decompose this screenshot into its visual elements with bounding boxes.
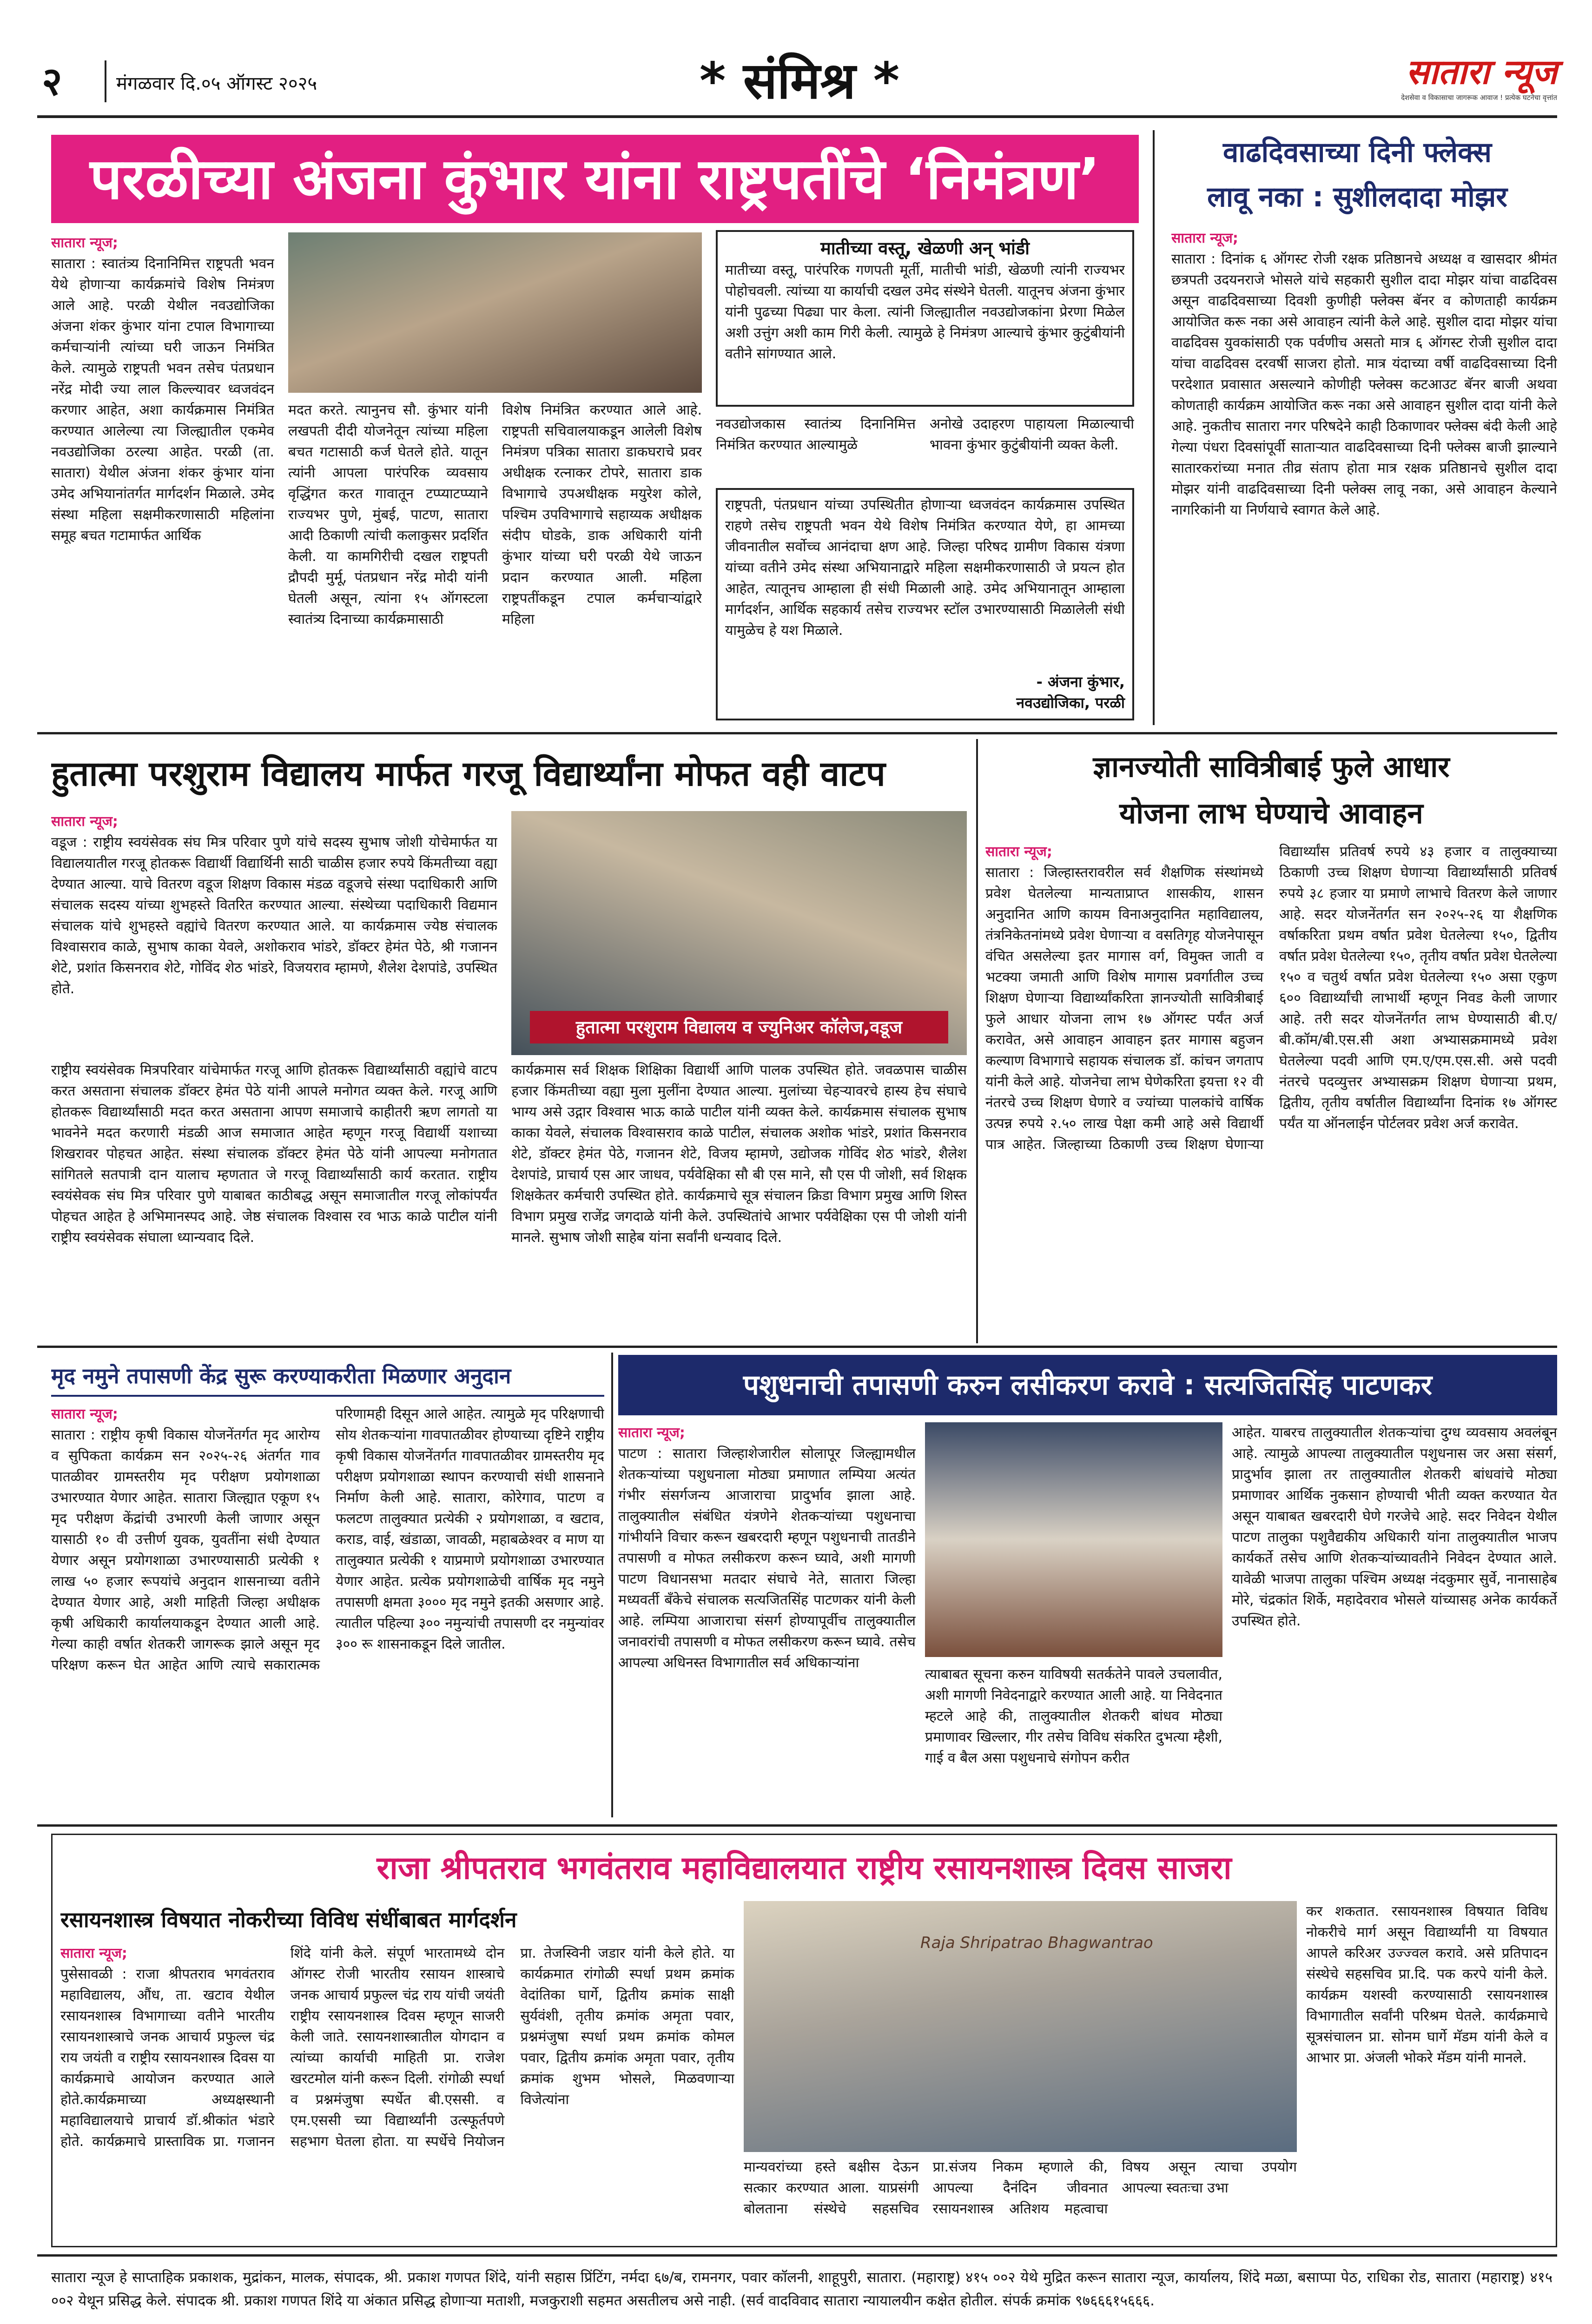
- story6-col3: आहेत. याबरच तालुक्यातील शेतकऱ्यांचा दुग्ध व्यवसाय अवलंबून आहे. त्यामुळे आपल्या तालुक्यातील पशुधनास जर असा संसर्ग, प्रादुर्भाव झाला तर तालुक्यातील शेतकरी बांधवांचे मोठ्या प्रमाणावर आर्थिक नुकसान होण्याची भीती व्यक्त करण्यात येत असून याबाबत खबरदारी घेणे गरजेचे आहे. सदर निवेदन येथील पाटण तालुका पशुवैद्यकीय अधिकारी यांना तालुक्यातील भाजप कार्यकर्ते तसेच आणि शेतकऱ्यांच्यावतीने निवेदन देण्यात आले. यावेळी भाजपा तालुका पश्चिम अध्यक्ष नंदकुमार सुर्वे, नानासाहेब मोरे, चंद्रकांत शिर्के, महादेवराव भोसले यांच्यासह अनेक कार्यकर्ते उपस्थित होते.: [1232, 1425, 1557, 1629]
- story1-col1-text: सातारा : स्वातंत्र्य दिनानिमित्त राष्ट्रपती भवन येथे होणाऱ्या कार्यक्रमांचे विशेष निमंत्रण आले आहे. परळी येथील नवउद्योजिका अंजना शंकर कुंभार यांना टपाल विभागाच्या कर्मचाऱ्यांनी त्यांच्या घरी जाऊन निमंत्रित केले. त्यामुळे राष्ट्रपती भवन तसेच पंतप्रधान नरेंद्र मोदी ज्या लाल किल्ल्यावर ध्वजवंदन करणार आहेत, अशा कार्यक्रमास निमंत्रित करण्यात आलेल्या त्या जिल्ह्यातील एकमेव नवउद्योजिका ठरल्या आहेत. परळी (ता. सातारा) येथील अंजना शंकर कुंभार यांना उमेद अभियानांतर्गत मार्गदर्शन मिळाले. उमेद संस्था महिला सक्षमीकरणासाठी महिलांना समूह बचत गटामार्फत आर्थिक: [51, 256, 274, 544]
- story1-quote-text: राष्ट्रपती, पंतप्रधान यांच्या उपस्थितीत होणाऱ्या ध्वजवंदन कार्यक्रमास उपस्थित राहणे तसेच राष्ट्रपती भवन येथे विशेष निमंत्रित करण्यात येणे, हा आमच्या जीवनातील सर्वोच्च आनंदाचा क्षण आहे. जिल्हा परिषद ग्रामीण विकास यंत्रणा यांच्या वतीने उमेद संस्था अभियानाद्वारे महिला सक्षमीकरणासाठी जे प्रयत्न होत आहेत, त्यातूनच आम्हाला ही संधी मिळाली आहे. उमेद अभियानातून आम्हाला मार्गदर्शन, आर्थिक सहकार्य तसेच राज्यभर स्टॉल उभारण्यासाठी मिळालेली संधी यामुळेच हे यश मिळाले.: [725, 497, 1125, 639]
- story3-right-text: कार्यक्रमास सर्व शिक्षक शिक्षिका विद्यार्थी आणि पालक उपस्थित होते. जवळपास चाळीस हजार किंमतीच्या वह्या मुला मुलींना देण्यात आल्या. मुलांच्या चेहऱ्यावरचे हास्य हेच संघाचे भाग्य असे उद्गार विश्वास भाऊ काळे पाटील यांनी व्यक्त केले. कार्यक्रमास संचालक सुभाष काका येवले, संचालक विश्वासराव काळे पाटील, संचालक अशोक भांडरे, प्रशांत किसनराव शेटे, डॉक्टर हेमंत पेठे, गजानन शेटे, विजय म्हामणे, उद्योजक गोविंद शेठ भांडरे, शैलेश देशपांडे, प्राचार्य एस आर जाधव, पर्यवेक्षिका सौ बी एस माने, सौ एस पी जोशी, सर्व शिक्षक शिक्षकेतर कर्मचारी उपस्थित होते. कार्यक्रमाचे सूत्र संचालन क्रिडा विभाग प्रमुख आणि शिस्त विभाग प्रमुख राजेंद्र जगदाळे यांनी केले. उपस्थितांचे आभार पर्यवेक्षिका एस पी जोशी यांनी मानले. सुभाष जोशी साहेब यांना सर्वांनी धन्यवाद दिले.: [511, 1062, 967, 1246]
- story3-left-text: राष्ट्रीय स्वयंसेवक मित्रपरिवार यांचेमार्फत गरजू आणि होतकरू विद्यार्थ्यांसाठी वह्यांचे वाटप करत असताना संचालक डॉक्टर हेमंत पेठे यांनी आपले मनोगत व्यक्त केले. गरजू आणि होतकरू विद्यार्थ्यांसाठी मदत करत असताना आपण समाजाचे काहीतरी ऋण लागतो या भावनेने मदत करणारी मंडळी आज समाजात आहेत म्हणून गरजू विद्यार्थी यशाच्या शिखरावर पोहचत आहेत. संस्था संचालक डॉक्टर हेमंत पेठे यांनी आपल्या मनोगतात सांगितले सतपात्री दान यालाच म्हणतात जे गरजू विद्यार्थ्यांसाठी कार्य करतात. राष्ट्रीय स्वयंसेवक संघ मित्र परिवार पुणे याबाबत काठीबद्ध असून समाजातील गरजू लोकांपर्यंत पोहचत आहेत हे अभिमानस्पद आहे. जेष्ठ संचालक विश्वास रव भाऊ काळे पाटील यांनी राष्ट्रीय स्वयंसेवक संघाला ध्यान्यवाद दिले.: [51, 1062, 497, 1246]
- rule-after-row2: [37, 1346, 1557, 1348]
- story1-quote-box: [716, 488, 1134, 720]
- rule-after-row1: [37, 732, 1557, 734]
- story4-headline-line2: योजना लाभ घेण्याचे आवाहन: [1119, 796, 1423, 830]
- story1-col1: [51, 232, 274, 720]
- story6-dateline: सातारा न्यूज;: [618, 1425, 685, 1441]
- story3-photo-banner: हुतात्मा परशुराम विद्यालय व ज्युनिअर कॉलेज,वडूज: [530, 1011, 948, 1043]
- story1-quote-author-role: नवउद्योजिका, परळी: [1016, 694, 1125, 712]
- story7-left-text: पुसेसावळी : राजा श्रीपतराव भगवंतराव महाविद्यालय, औंध, ता. खटाव येथील रसायनशास्त्र विभागाच्या वतीने भारतीय रसायनशास्त्राचे जनक आचार्य प्रफुल्ल चंद्र राय जयंती व राष्ट्रीय रसायनशास्त्र दिवस या कार्यक्रमाचे आयोजन करण्यात आले होते.कार्यक्रमाच्या अध्यक्षस्थानी महाविद्यालयाचे प्राचार्य डॉ.श्रीकांत भंडारे होते. कार्यक्रमाचे प्रास्ताविक प्रा. गजानन शिंदे यांनी केले. संपूर्ण भारतामध्ये दोन ऑगस्ट रोजी भारतीय रसायन शास्त्राचे जनक आचार्य प्रफुल्ल चंद्र राय यांची जयंती राष्ट्रीय रसायनशास्त्र दिवस म्हणून साजरी केली जाते. रसायनशास्त्रातील योगदान व त्यांच्या कार्याची माहिती प्रा. राजेश खरटमोल यांनी करून दिली. रांगोळी स्पर्धा व प्रश्नमंजुषा स्पर्धेत बी.एससी. व एम.एससी च्या विद्यार्थ्यांनी उत्स्फूर्तपणे सहभाग घेतला होता. या स्पर्धेचे नियोजन प्रा. तेजस्विनी जडार यांनी केले होते. या कार्यक्रमात रांगोळी स्पर्धा प्रथम क्रमांक वेदांतिका घार्गे, द्वितीय क्रमांक साक्षी सुर्यवंशी, तृतीय क्रमांक अमृता पवार, प्रश्नमंजुषा स्पर्धा प्रथम क्रमांक कोमल पवार, द्वितीय क्रमांक अमृता पवार, तृतीय क्रमांक शुभम भोसले, मिळवणाऱ्या विजेत्यांना: [60, 1945, 734, 2150]
- footer-rule: [37, 2254, 1557, 2257]
- issue-date: मंगळवार दि.०५ ऑगस्ट २०२५: [116, 73, 317, 94]
- story2-headline-line1: वाढदिवसाच्या दिनी फ्लेक्स: [1222, 136, 1492, 169]
- story3-divider: [976, 739, 978, 1343]
- story6-headline: पशुधनाची तपासणी करुन लसीकरण करावे : सत्यजितसिंह पाटणकर: [618, 1355, 1557, 1415]
- story3-dateline: सातारा न्यूज;: [51, 813, 118, 830]
- story4-body: [985, 841, 1557, 1339]
- story1-box-title: मातीच्या वस्तू, खेळणी अन्‌ भांडी: [820, 238, 1030, 258]
- story5-body: [51, 1404, 604, 1817]
- story1-box-continued-1: नवउद्योजकास स्वातंत्र्य दिनानिमित्त निमंत्रित करण्यात आल्यामुळे: [716, 416, 916, 453]
- page-number: २: [42, 59, 62, 104]
- story6-col1-text: पाटण : सातारा जिल्हाशेजारील सोलापूर जिल्ह्यामधील शेतकऱ्यांच्या पशुधनाला मोठ्या प्रमाणात लम्पिया अत्यंत गंभीर संसर्गजन्य आजाराचा प्रादुर्भाव झाला आहे. तालुक्यातील संबंधित यंत्रणेने शेतकऱ्यांच्या पशुधनाचा गांभीर्याने विचार करून खबरदारी म्हणून पशुधनाची तातडीने तपासणी व मोफत लसीकरण करून घ्यावे, अशी मागणी पाटण विधानसभा मतदार संघाचे नेते, सातारा जिल्हा मध्यवर्ती बँकेचे संचालक सत्यजितसिंह पाटणकर यांनी केली आहे. लम्पिया आजाराचा संसर्ग होण्यापूर्वीच तालुक्यातील जनावरांची तपासणी व मोफत लसीकरण करून घ्यावे. तसेच आपल्या अधिनस्त विभागातील सर्व अधिकाऱ्यांना: [618, 1446, 916, 1671]
- story4-dateline: सातारा न्यूज;: [985, 844, 1052, 860]
- story3-lead: [51, 811, 497, 1048]
- story1-sidebar-box: [716, 230, 1134, 407]
- story1-quote-author: - अंजना कुंभार,: [1036, 673, 1125, 691]
- story7-right: कर शकतात. रसायनशास्त्र विषयात विविध नोकरीचे मार्ग असून विद्यार्थ्यांनी या विषयात आपले करिअर उज्ज्वल करावे. असे प्रतिपादन संस्थेचे सहसचिव प्रा.दि. पक करपे यांनी केले. कार्यक्रम यशस्वी करण्यासाठी रसायनशास्त्र विभागातील सर्वांनी परिश्रम घेतले. कार्यक्रमाचे सूत्रसंचालन प्रा. सोनम घार्गे मॅडम यांनी केले व आभार प्रा. अंजली भोकरे मॅडम यांनी मानले.: [1306, 1903, 1548, 2066]
- story4-headline-line1: ज्ञानज्योती सावित्रीबाई फुले आधार: [1093, 750, 1450, 784]
- rule-after-row3: [37, 1824, 1557, 1827]
- story1-box-text: मातीच्या वस्तू, पारंपरिक गणपती मूर्ती, मातीची भांडी, खेळणी त्यांनी राज्यभर पोहोचवली. त्यांच्या या कार्याची दखल उमेद संस्थेने घेतली. यातूनच अंजना कुंभार यांनी पुढच्या पिढ्या पार केला. त्यांनी जिल्ह्यातील नवउद्योजकांना प्रेरणा मिळेल अशी उत्तुंग अशी काम गिरी केली. त्यामुळे हे निमंत्रण आल्याचे कुंभार कुटुंबीयांनी वतीने सांगण्यात आले.: [725, 262, 1125, 362]
- story1-headline: परळीच्या अंजना कुंभार यांना राष्ट्रपतींचे ‘निमंत्रण’: [51, 135, 1139, 223]
- story2-headline: [1162, 130, 1552, 223]
- story2-text: सातारा : दिनांक ६ ऑगस्ट रोजी रक्षक प्रतिष्ठानचे अध्यक्ष व खासदार श्रीमंत छत्रपती उदयनराजे भोसले यांचे सहकारी सुशील दादा मोझर यांचा वाढदिवस असून वाढदिवसाच्या दिवशी कुणीही फ्लेक्स बॅनर व कोणताही कार्यक्रम आयोजित करू नका असे आवाहन त्यांनी केले आहे. सुशील दादा मोझर यांचा वाढदिवस युवकांसाठी एक पर्वणीच असतो मात्र ६ ऑगस्ट रोजी सुशील दादा यांचा वाढदिवस दरवर्षी साजरा होतो. मात्र यंदाच्या वर्षी वाढदिवसाच्या दिनी परदेशात प्रवासात असल्याने कोणीही फ्लेक्स कटआउट बॅनर बाजी अथवा कोणताही कार्यक्रम आयोजित करू नका असे आवाहन सुशील दादा यांनी केले आहे. नुकतीच सातारा नगर परिषदेने काही ठिकाणावर फ्लेक्स बंदी केली आहे गेल्या पंधरा दिवसांपूर्वी सातार्‍यात वाढदिवसाच्या दिनी फ्लेक्स बाजी झाल्याने सातारकरांच्या मनात तीव्र संताप होता मात्र रक्षक प्रतिष्ठानचे सुशील दादा मोझर यांनी वाढदिवसाच्या दिनी फ्लेक्स लावू नका, असे आवाहन केल्याने नागरिकांनी या निर्णयाचे स्वागत केले आहे.: [1171, 251, 1557, 518]
- masthead-divider-vertical: [105, 60, 106, 102]
- story1-photo: [288, 232, 702, 393]
- story3-lead-text: वडूज : राष्ट्रीय स्वयंसेवक संघ मित्र परिवार पुणे यांचे सदस्य सुभाष जोशी योचेमार्फत या विद्यालयातील गरजू होतकरू विद्यार्थी विद्यार्थिनी साठी चाळीस हजार रुपये किंमतीच्या वह्या देण्यात आल्या. याचे वितरण वडूज शिक्षण विकास मंडळ वडूजचे संस्था पदाधिकारी आणि संचालक सदस्य यांच्या शुभहस्ते वितरित करण्यात आल्या. संस्थेच्या पदाधिकारी विद्यमान संचालक यांचे शुभहस्ते वह्यांचे वितरण करण्यात आले. या कार्यक्रमास ज्येष्ठ संचालक विश्वासराव काळे, सुभाष काका येवले, अशोकराव भांडरे, डॉक्टर हेमंत पेठे, श्री गजानन शेटे, प्रशांत किसनराव शेटे, गोविंद शेठ भांडरे, विजयराव म्हामणे, शैलेश देशपांडे, उपस्थित होते.: [51, 834, 497, 997]
- story1-dateline: सातारा न्यूज;: [51, 235, 118, 251]
- brand-logo: [1339, 51, 1557, 112]
- footer-imprint-marathi: सातारा न्यूज हे साप्ताहिक प्रकाशक, मुद्रांकन, मालक, संपादक, श्री. प्रकाश गणपत शिंदे, यांनी सहास प्रिंटिंग, नर्मदा ६७/ब, रामनगर, पवार कॉलनी, शाहूपुरी, सातारा. (महाराष्ट्र) ४१५ ००२ येथे मुद्रित करून सातारा न्यूज, कार्यालय, शिंदे मळा, बसाप्पा पेठ, राधिका रोड, सातारा (महाराष्ट्र) ४१५ ००२ येथून प्रसिद्ध केले. संपादक श्री. प्रकाश गणपत शिंदे या अंकात प्रसिद्ध होणाऱ्या मताशी, मजकुराशी सहमत असतीलच असे नाही. (सर्व वादविवाद सातारा न्यायालयीन कक्षेत होतील. संपर्क क्रमांक ९७६६६१५६६६.: [51, 2266, 1552, 2324]
- story5-divider: [611, 1353, 613, 1817]
- story5-dateline: सातारा न्यूज;: [51, 1406, 118, 1422]
- story2-dateline: सातारा न्यूज;: [1171, 230, 1238, 246]
- story2-headline-line2: लावू नका : सुशीलदादा मोझर: [1207, 181, 1507, 213]
- story5-text: सातारा : राष्ट्रीय कृषी विकास योजनेंतर्गत मृद आरोग्य व सुपिकता कार्यक्रम सन २०२५-२६ अंतर्गत गाव पातळीवर ग्रामस्तरीय मृद परीक्षण प्रयोगशाळा उभारण्यात येणार आहेत. सातारा जिल्ह्यात एकूण १५ मृद परीक्षण केंद्रांची उभारणी केली जाणार असून यासाठी १० वी उत्तीर्ण युवक, युवतींना संधी देण्यात येणार असून प्रयोगशाळा उभारण्यासाठी प्रत्येकी १ लाख ५० हजार रूपयांचे अनुदान शासनाच्या वतीने देण्यात येणार आहे, अशी माहिती जिल्हा अधीक्षक कृषी अधिकारी कार्यालयाकडून देण्यात आली आहे. गेल्या काही वर्षात शेतकरी जागरूक झाले असून मृद परिक्षण करून घेत आहेत आणि त्याचे सकारात्मक परिणामही दिसून आले आहेत. त्यामुळे मृद परिक्षणाची सोय शेतकऱ्यांना गावपातळीवर होण्याच्या दृष्टिने राष्ट्रीय कृषी विकास योजनेंतर्गत गावपातळीवर ग्रामस्तरीय मृद परीक्षण प्रयोगशाळा स्थापन करण्याची संधी शासनाने निर्माण केली आहे. सातारा, कोरेगाव, पाटण व फलटण तालुक्यात प्रत्येकी २ प्रयोगशाळा, व खटाव, कराड, वाई, खंडाळा, जावळी, महाबळेश्वर व माण या तालुक्यात प्रत्येकी १ याप्रमाणे प्रयोगशाळा उभारण्यात येणार आहेत. प्रत्येक प्रयोगशाळेची वार्षिक मृद नमुने तपासणी क्षमता ३००० मृद नमुने इतकी असणार आहे. त्यातील पहिल्या ३०० नमुन्यांची तपासणी दर नमुन्यांवर ३०० रू शासनाकडून दिले जातील.: [51, 1406, 604, 1673]
- story7-photo-banner: Raja Shripatrao Bhagwantrao: [920, 1934, 1153, 1952]
- section-title: * संमिश्र *: [699, 52, 900, 110]
- story4-text: सातारा : जिल्हास्तरावरील सर्व शैक्षणिक संस्थांमध्ये प्रवेश घेतलेल्या मान्यताप्राप्त शासकीय, शासन अनुदानित आणि कायम विनाअनुदानित महाविद्यालय, तंत्रनिकेतनांमध्ये प्रवेश घेणाऱ्या व वसतिगृह योजनेपासून वंचित असलेल्या इतर मागास वर्ग, विमुक्त जाती व भटक्या जमाती आणि विशेष मागास प्रवर्गातील उच्च शिक्षण घेणाऱ्या विद्यार्थ्यांकरिता ज्ञानज्योती सावित्रीबाई फुले आधार योजना लाभ १७ ऑगस्ट पर्यंत अर्ज करावेत, असे आवाहन आवाहन इतर मागास बहुजन कल्याण विभागाचे सहायक संचालक डॉ. कांचन जगताप यांनी केले आहे. योजनेचा लाभ घेणेकरिता इयत्ता १२ वी नंतरचे उच्च शिक्षण घेणारे व ज्यांच्या पालकांचे वार्षिक उत्पन्न रुपये २.५० लाख पेक्षा कमी आहे असे विद्यार्थी पात्र आहेत. जिल्हाच्या ठिकाणी उच्च शिक्षण घेणाऱ्या विद्यार्थ्यांस प्रतिवर्ष रुपये ४३ हजार व तालुक्याच्या ठिकाणी उच्च शिक्षण घेणाऱ्या विद्यार्थ्यांसाठी प्रतिवर्ष रुपये ३८ हजार या प्रमाणे लाभाचे वितरण केले जाणार आहे. सदर योजनेंतर्गत सन २०२५-२६ या शैक्षणिक वर्षाकरिता प्रथम वर्षात प्रवेश घेतलेल्या १५०, द्वितीय वर्षात प्रवेश घेतलेल्या १५०, तृतीय वर्षात प्रवेश घेतलेल्या १५० व चतुर्थ वर्षात प्रवेश घेतलेल्या १५० असा एकुण ६०० विद्यार्थ्यांची लाभार्थी म्हणून निवड केली जाणार आहे. तरी सदर योजनेंतर्गत लाभ घेण्यासाठी बी.ए/बी.कॉम/बी.एस.सी अशा अभ्यासक्रमामध्ये प्रवेश घेतलेल्या पदवी आणि एम.ए/एम.एस.सी. असे पदवी नंतरचे पदव्युत्तर अभ्यासक्रम शिक्षण घेणाऱ्या प्रथम, द्वितीय, तृतीय वर्षातील विद्यार्थ्यांना दिनांक १७ ऑगस्ट पर्यंत या ऑनलाईन पोर्टलवर प्रवेश अर्ज करावेत.: [985, 844, 1557, 1153]
- story2-body: [1171, 228, 1557, 720]
- story6-col2: त्याबाबत सूचना करुन याविषयी सतर्कतेने पावले उचलावीत, अशी मागणी निवेदनाद्वारे करण्यात आली आहे. या निवेदनात म्हटले आहे की, तालुक्यातील शेतकरी बांधव मोठ्या प्रमाणावर खिल्लार, गीर तसेच विविध संकरित दुभत्या म्हैशी, गाई व बैल असा पशुधनाचे संगोपन करीत: [925, 1666, 1222, 1766]
- story7-dateline: सातारा न्यूज;: [60, 1945, 127, 1961]
- story7-subhead: रसायनशास्त्र विषयात नोकरीच्या विविध संधींबाबत मार्गदर्शन: [60, 1907, 517, 1932]
- story1-col2: मदत करते. त्यानुनच सौ. कुंभार यांनी लखपती दीदी योजनेतून त्यांच्या महिला बचत गटासाठी कर्ज घेतले होते. यातून त्यांनी आपला पारंपरिक व्यवसाय वृद्धिंगत करत गावातून टप्प्याटप्प्याने राज्यभर पुणे, मुंबई, पाटण, सातारा आदी ठिकाणी त्यांची कलाकुसर प्रदर्शित केली. या कामगिरीची दखल राष्ट्रपती द्रौपदी मुर्मू, पंतप्रधान नरेंद्र मोदी यांनी घेतली असून, त्यांना १५ ऑगस्टला स्वातंत्र्य दिनाच्या कार्यक्रमासाठी: [288, 402, 488, 627]
- story7-photo: [744, 1901, 1297, 2152]
- story7-caption: मान्यवरांच्या हस्ते बक्षीस देऊन सत्कार करण्यात आला. याप्रसंगी बोलताना संस्थेचे सहसचिव प्रा.संजय निकम म्हणाले की, आपल्या दैनंदिन जीवनात रसायनशास्त्र अतिशय महत्वाचा विषय असून त्याचा उपयोग आपल्या स्वतःचा उभा: [744, 2159, 1297, 2217]
- story1-col3: विशेष निमंत्रित करण्यात आले आहे. राष्ट्रपती सचिवालयाकडून आलेली विशेष निमंत्रण पत्रिका सातारा डाकघराचे प्रवर अधीक्षक रत्नाकर टोपरे, सातारा डाक विभागाचे उपअधीक्षक मयुरेश कोले, पश्चिम उपविभागाचे सहाय्यक अधीक्षक संदीप घोडके, डाक अधिकारी यांनी कुंभार यांच्या घरी परळी येथे जाऊन प्रदान करण्यात आली. महिला राष्ट्रपतींकडून टपाल कर्मचाऱ्यांद्वारे महिला: [502, 402, 702, 627]
- brand-tagline: देशसेवा व विकासाचा जागरूक आवाज ! प्रत्येक घटनेचा वृत्तांत: [1401, 93, 1557, 102]
- story4-headline: [985, 744, 1557, 837]
- story1-divider: [1153, 130, 1155, 725]
- story3-headline: हुतात्मा परशुराम विद्यालय मार्फत गरजू विद्यार्थ्यांना मोफत वही वाटप: [51, 754, 885, 794]
- story1-box-continued-2: अनोखे उदाहरण पाहायला मिळाल्याची भावना कुंभार कुटुंबीयांनी व्यक्त केली.: [930, 416, 1134, 453]
- story5-headline: मृद नमुने तपासणी केंद्र सुरू करण्याकरीता मिळणार अनुदान: [51, 1355, 604, 1397]
- story7-headline: राजा श्रीपतराव भगवंतराव महाविद्यालयात राष्ट्रीय रसायनशास्त्र दिवस साजरा: [377, 1850, 1232, 1887]
- story6-photo: [925, 1422, 1222, 1657]
- brand-name: सातारा न्यूज: [1406, 52, 1557, 92]
- story6-col1: [618, 1422, 916, 1817]
- story3-photo: [511, 811, 967, 1055]
- story7-left: [60, 1943, 734, 2240]
- masthead-rule: [37, 115, 1557, 118]
